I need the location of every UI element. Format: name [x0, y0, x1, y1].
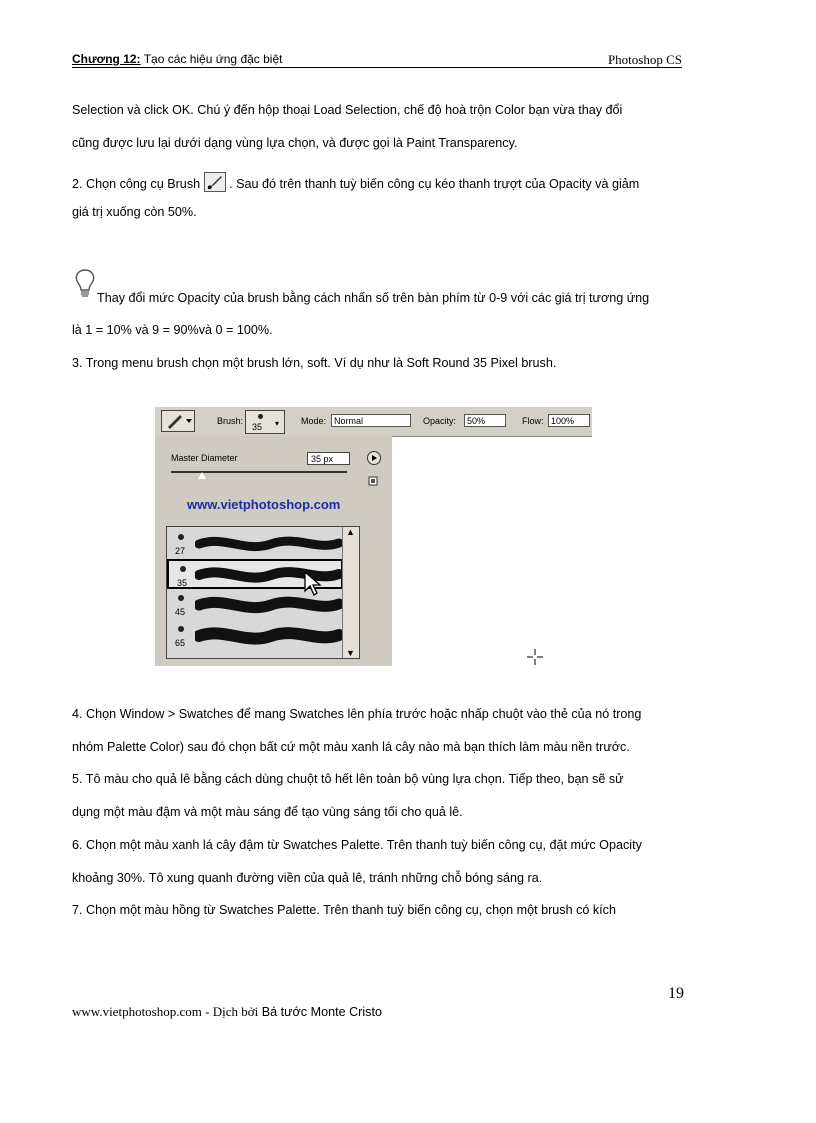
- slider-knob[interactable]: [198, 472, 206, 479]
- tip-line: là 1 = 10% và 9 = 90%và 0 = 100%.: [72, 323, 273, 337]
- paragraph-line: dụng một màu đậm và một màu sáng để tạo vùng sáng tối cho quả lê.: [72, 805, 463, 819]
- chapter-title: Tạo các hiệu ứng đặc biệt: [143, 52, 283, 66]
- step2-text-end: . Sau đó trên thanh tuỳ biến công cụ kéo thanh trượt của Opacity và giảm: [229, 177, 640, 191]
- paragraph-line: 4. Chọn Window > Swatches để mang Swatches lên phía trước hoặc nhấp chuột vào thẻ của nó trong: [72, 707, 642, 721]
- paragraph-line: [72, 172, 639, 192]
- lightbulb-icon: [74, 268, 96, 300]
- chapter-number: Chương 12:: [72, 52, 141, 66]
- paragraph-line: nhóm Palette Color) sau đó chọn bất cứ một màu xanh lá cây nào mà bạn thích làm màu nền trước.: [72, 740, 630, 754]
- brush-tool-icon: [204, 172, 226, 192]
- paragraph-line: cũng được lưu lại dưới dạng vùng lựa chọn, và được gọi là Paint Transparency.: [72, 136, 518, 150]
- flow-value: 100%: [551, 416, 575, 426]
- app-name: Photoshop CS: [607, 52, 682, 67]
- mode-select[interactable]: [331, 414, 411, 427]
- tool-preset-button[interactable]: [161, 410, 195, 432]
- paragraph-line: 3. Trong menu brush chọn một brush lớn, soft. Ví dụ như là Soft Round 35 Pixel brush.: [72, 356, 557, 370]
- brush-dot-icon: [258, 414, 263, 419]
- photoshop-screenshot: [155, 407, 592, 666]
- brush-size: 35: [252, 422, 263, 432]
- footer-translator: Bá tước Monte Cristo: [261, 1005, 382, 1019]
- brush-row[interactable]: [167, 529, 343, 559]
- brush-list-scrollbar[interactable]: [342, 527, 359, 658]
- paragraph-line: Selection và click OK. Chú ý đến hộp thoại Load Selection, chế độ hoà trộn Color bạn vừa thay đổi: [72, 103, 623, 117]
- panel-menu-icon[interactable]: [366, 450, 382, 466]
- brush-list: [166, 526, 360, 659]
- brush-label: Brush:: [217, 416, 244, 426]
- options-bar: [155, 407, 592, 437]
- brush-picker[interactable]: [245, 410, 285, 434]
- master-diameter-value: 35 px: [311, 454, 334, 464]
- brush-picker-panel: [155, 436, 392, 666]
- flow-input[interactable]: [548, 414, 590, 427]
- brush-icon: [162, 411, 194, 431]
- brush-dot-icon: [180, 566, 186, 572]
- step2-text-start: 2. Chọn công cụ Brush: [72, 177, 201, 191]
- chapter-heading: [72, 52, 282, 66]
- brush-stroke-icon: [195, 624, 343, 648]
- crosshair-icon: [527, 649, 543, 665]
- brush-stroke-icon: [195, 533, 343, 555]
- page-number: 19: [668, 985, 684, 1002]
- paragraph-line: 5. Tô màu cho quả lê bằng cách dùng chuột tô hết lên toàn bộ vùng lựa chọn. Tiếp theo, bạn sẽ sử: [72, 772, 624, 786]
- tip-line: Thay đổi mức Opacity của brush bằng cách nhấn số trên bàn phím từ 0-9 với các giá trị tương ứng: [97, 291, 650, 305]
- brush-dot-icon: [178, 595, 184, 601]
- paragraph-line: giá trị xuống còn 50%.: [72, 205, 197, 219]
- opacity-label: Opacity:: [423, 416, 457, 426]
- paragraph-line: 7. Chọn một màu hồng từ Swatches Palette. Trên thanh tuỳ biến công cụ, chọn một brush có kích: [72, 903, 616, 917]
- watermark: www.vietphotoshop.com: [187, 497, 341, 512]
- paragraph-line: khoảng 30%. Tô xung quanh đường viền của quả lê, tránh những chỗ bóng sáng ra.: [72, 871, 543, 885]
- mouse-cursor-icon: [303, 571, 323, 597]
- brush-dot-icon: [178, 534, 184, 540]
- brush-size-label: 45: [175, 607, 186, 617]
- brush-dot-icon: [178, 626, 184, 632]
- opacity-input[interactable]: [464, 414, 506, 427]
- chevron-down-icon: ▾: [275, 419, 280, 428]
- opacity-value: 50%: [467, 416, 486, 426]
- new-preset-icon[interactable]: [368, 476, 378, 486]
- footer-site: www.vietphotoshop.com - Dịch bởi: [72, 1004, 259, 1019]
- page-footer: [72, 1004, 382, 1020]
- mode-label: Mode:: [301, 416, 327, 426]
- master-diameter-input[interactable]: [307, 452, 350, 465]
- master-diameter-label: Master Diameter: [171, 453, 238, 463]
- mode-value: Normal: [334, 416, 364, 426]
- paragraph-line: 6. Chọn một màu xanh lá cây đậm từ Swatches Palette. Trên thanh tuỳ biến công cụ, đặt mức Opacity: [72, 838, 642, 852]
- brush-size-label: 27: [175, 546, 186, 556]
- scroll-up-icon[interactable]: ▲: [346, 527, 355, 537]
- scroll-down-icon[interactable]: ▼: [346, 648, 355, 658]
- brush-size-label: 35: [177, 578, 188, 588]
- brush-row[interactable]: [167, 621, 343, 651]
- flow-label: Flow:: [522, 416, 544, 426]
- page-header: [72, 52, 682, 68]
- brush-size-label: 65: [175, 638, 186, 648]
